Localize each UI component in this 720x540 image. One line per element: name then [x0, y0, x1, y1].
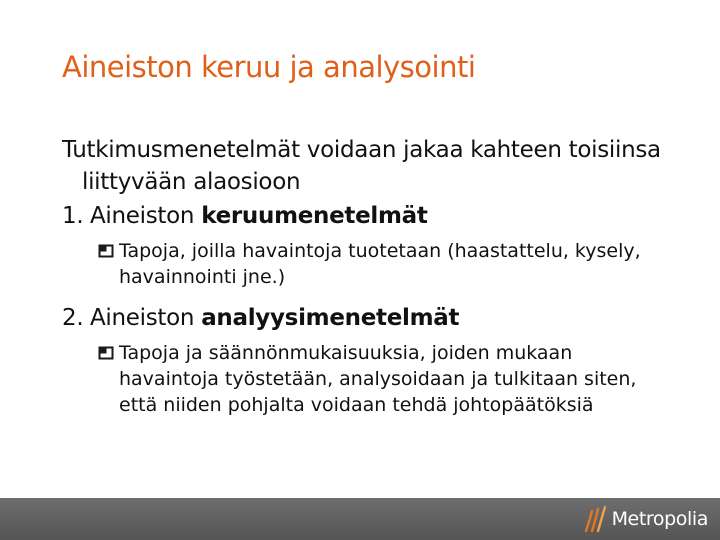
- metropolia-logo: [583, 504, 708, 534]
- sub-bullet-text: Tapoja ja säännönmukaisuuksia, joiden mukaan havaintoja työstetään, analysoidaan ja tulkitaan siten, että niiden pohjalta voidaan tehdä johtopäätöksiä: [119, 342, 637, 416]
- checkbox-bullet-icon: [98, 244, 114, 258]
- list-item-2: [62, 302, 702, 334]
- sub-bullet-1: [98, 238, 659, 290]
- intro-text: Tutkimusmenetelmät voidaan jakaa kahteen toisiinsa liittyvään alaosioon: [62, 137, 661, 195]
- item-number: 2.: [62, 305, 84, 331]
- footer-bar: [0, 498, 720, 540]
- slide-title: Aineiston keruu ja analysointi: [62, 50, 476, 84]
- item-prefix: Aineiston: [90, 203, 202, 229]
- list-item-1: [62, 200, 702, 232]
- item-bold-term: analyysimenetelmät: [201, 305, 460, 331]
- metropolia-logo-icon: [583, 505, 609, 533]
- item-number: 1.: [62, 203, 84, 229]
- item-bold-term: keruumenetelmät: [201, 203, 428, 229]
- checkbox-bullet-icon: [98, 346, 114, 360]
- sub-bullet-text: Tapoja, joilla havaintoja tuotetaan (haastattelu, kysely, havainnointi jne.): [119, 240, 641, 288]
- logo-text: Metropolia: [611, 508, 708, 530]
- slide-body: [62, 134, 702, 430]
- item-prefix: Aineiston: [90, 305, 202, 331]
- sub-bullet-2: [98, 340, 659, 418]
